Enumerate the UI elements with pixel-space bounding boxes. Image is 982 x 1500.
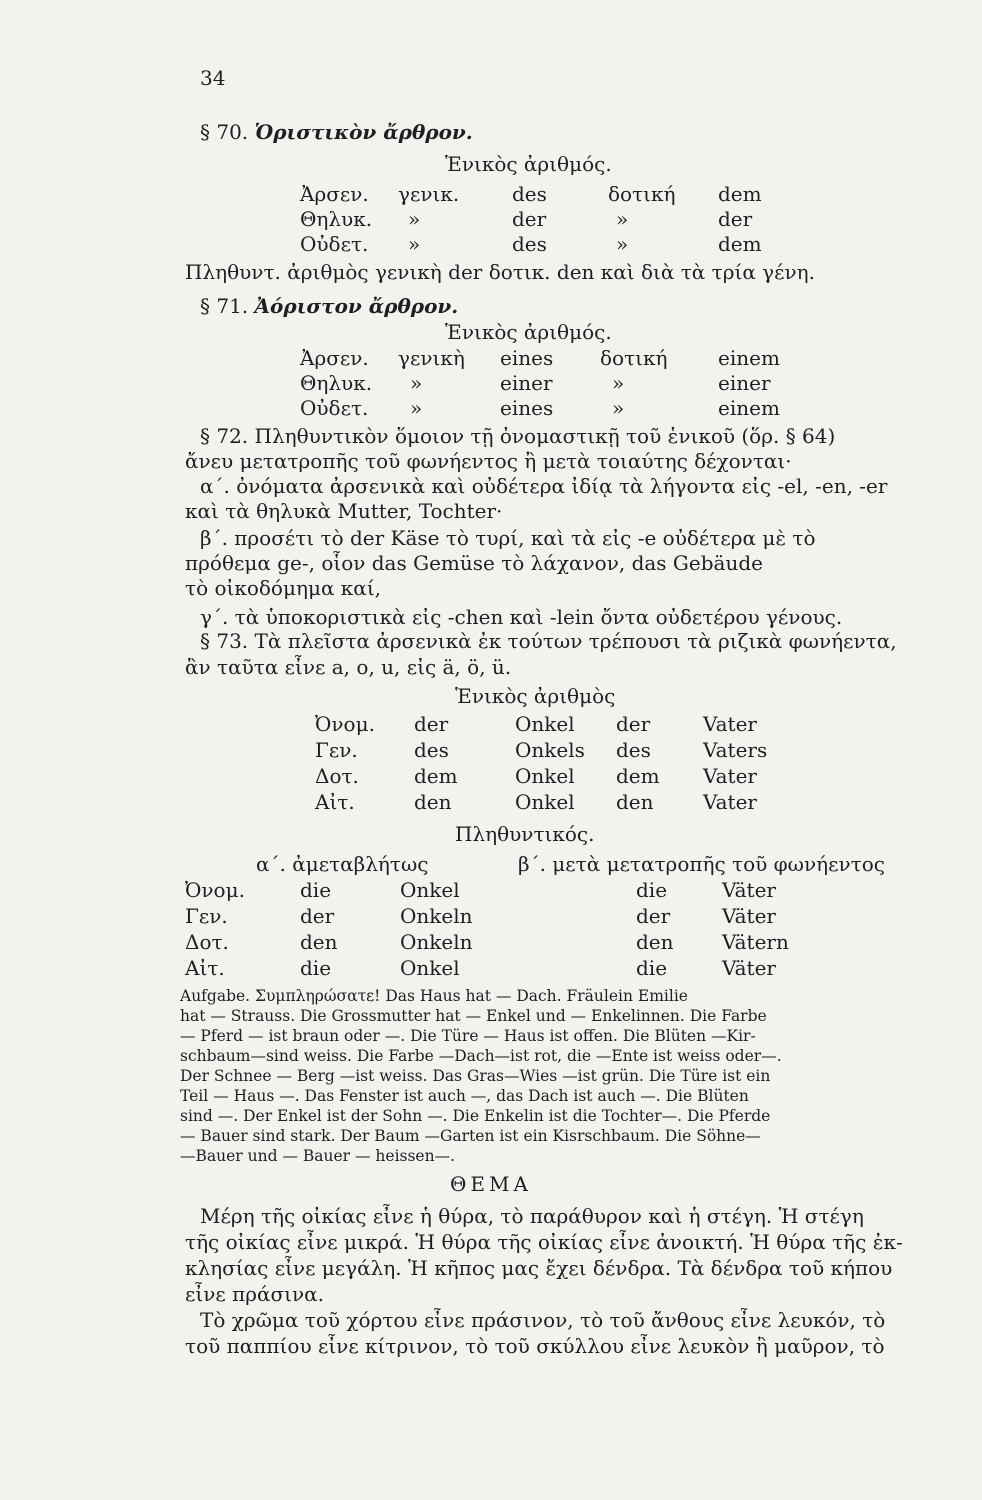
exercise-line: Der Schnee — Berg —ist weiss. Das Gras—Wies —ist grün. Die Türe ist ein	[180, 1067, 771, 1085]
article-form: der	[512, 207, 547, 231]
declension-row	[0, 712, 982, 736]
case-label: »	[616, 232, 629, 256]
article-form: einem	[718, 346, 780, 370]
gender-label: Θηλυκ.	[300, 371, 373, 395]
article-form: des	[512, 232, 547, 256]
thema-title: ΘΕΜΑ	[450, 1172, 532, 1196]
section-73-line: § 73. Τὰ πλεῖστα ἀρσενικὰ ἐκ τούτων τρέπουσι τὰ ριζικὰ φωνήεντα,	[200, 629, 897, 653]
thema-line: Μέρη τῆς οἰκίας εἶνε ἡ θύρα, τὸ παράθυρον καὶ ἡ στέγη. Ἡ στέγη	[200, 1204, 864, 1228]
exercise-line: hat — Strauss. Die Grossmutter hat — Enkel und — Enkelinnen. Die Farbe	[180, 1007, 767, 1025]
noun-form: Vater	[703, 764, 757, 788]
noun-form: Onkel	[400, 956, 460, 980]
exercise-line: Aufgabe. Συμπληρώσατε! Das Haus hat — Dach. Fräulein Emilie	[180, 987, 688, 1005]
thema-line: Τὸ χρῶμα τοῦ χόρτου εἶνε πράσινον, τὸ τοῦ ἄνθους εἶνε λευκόν, τὸ	[200, 1308, 886, 1332]
noun-form: Onkel	[515, 764, 575, 788]
section-72-line: β΄. προσέτι τὸ der Käse τὸ τυρί, καὶ τὰ εἰς -e οὐδέτερα μὲ τὸ	[200, 526, 816, 550]
gender-label: Οὐδετ.	[300, 232, 369, 256]
article-form: der	[616, 712, 651, 736]
section-71-subheading: Ἑνικὸς ἀριθμός.	[445, 320, 612, 344]
article-form: die	[636, 878, 668, 902]
case-label: γενικὴ	[398, 346, 465, 370]
case-label: Αἰτ.	[185, 956, 225, 980]
section-70-subheading: Ἑνικὸς ἀριθμός.	[445, 152, 612, 176]
article-form: dem	[718, 182, 762, 206]
article-form: eines	[500, 396, 554, 420]
article-form: den	[636, 930, 674, 954]
section-70-number: § 70.	[200, 120, 249, 144]
article-form: die	[300, 878, 332, 902]
section-72-line: καὶ τὰ θηλυκὰ Mutter, Tochter·	[185, 499, 503, 523]
section-73-line: ἂν ταῦτα εἶνε a, o, u, εἰς ä, ö, ü.	[185, 655, 512, 679]
article-form: eines	[500, 346, 554, 370]
case-label: »	[612, 371, 625, 395]
section-72-line: γ΄. τὰ ὑποκοριστικὰ εἰς -chen καὶ -lein ὄντα οὐδετέρου γένους.	[200, 605, 843, 629]
thema-line: τοῦ παππίου εἶνε κίτρινον, τὸ τοῦ σκύλλου εἶνε λευκὸν ἢ μαῦρον, τὸ	[185, 1334, 885, 1358]
case-label: »	[408, 232, 421, 256]
article-form: des	[512, 182, 547, 206]
article-form: die	[300, 956, 332, 980]
plural-title: Πληθυντικός.	[455, 822, 595, 846]
thema-line: τῆς οἰκίας εἶνε μικρά. Ἡ θύρα τῆς οἰκίας εἶνε ἀνοικτή. Ἡ θύρα τῆς ἐκ-	[185, 1230, 903, 1254]
noun-form: Onkel	[400, 878, 460, 902]
section-72-line: ἄνευ μετατροπῆς τοῦ φωνήεντος ἢ μετὰ τοιαύτης δέχονται·	[185, 449, 792, 473]
noun-form: Onkeln	[400, 904, 473, 928]
gender-label: Οὐδετ.	[300, 396, 369, 420]
noun-form: Vaters	[703, 738, 768, 762]
section-71-row	[0, 396, 982, 420]
article-form: der	[414, 712, 449, 736]
plural-head-b: β΄. μετὰ μετατροπῆς τοῦ φωνήεντος	[518, 852, 885, 876]
case-label: »	[612, 396, 625, 420]
noun-form: Vater	[703, 790, 757, 814]
noun-form: Onkels	[515, 738, 585, 762]
case-label: »	[410, 371, 423, 395]
article-form: einem	[718, 396, 780, 420]
case-label: Ὀνομ.	[315, 712, 375, 736]
article-form: der	[300, 904, 335, 928]
section-70-row	[0, 182, 982, 206]
exercise-line: sind —. Der Enkel ist der Sohn —. Die Enkelin ist die Tochter—. Die Pferde	[180, 1107, 771, 1125]
declension-row	[0, 930, 982, 954]
declension-row	[0, 878, 982, 902]
case-label: Γεν.	[185, 904, 228, 928]
section-71-row	[0, 371, 982, 395]
section-71-title: Ἀόριστον ἄρθρον.	[254, 294, 459, 318]
exercise-line: — Bauer sind stark. Der Baum —Garten ist ein Kisrschbaum. Die Söhne—	[180, 1127, 761, 1145]
thema-line: κλησίας εἶνε μεγάλη. Ἡ κῆπος μας ἔχει δένδρα. Τὰ δένδρα τοῦ κήπου	[185, 1256, 893, 1280]
noun-form: Väter	[722, 878, 776, 902]
article-form: den	[616, 790, 654, 814]
noun-form: Väter	[722, 904, 776, 928]
exercise-line: —Bauer und — Bauer — heissen—.	[180, 1147, 456, 1165]
case-label: δοτική	[608, 182, 676, 206]
article-form: die	[636, 956, 668, 980]
exercise-line: schbaum—sind weiss. Die Farbe —Dach—ist rot, die —Ente ist weiss oder—.	[180, 1047, 782, 1065]
section-70-title: Ὁριστικὸν ἄρθρον.	[254, 120, 473, 144]
declension-row	[0, 904, 982, 928]
case-label: Ὀνομ.	[185, 878, 245, 902]
case-label: Δοτ.	[315, 764, 359, 788]
article-form: des	[616, 738, 651, 762]
case-label: »	[410, 396, 423, 420]
exercise-line: — Pferd — ist braun oder —. Die Türe — Haus ist offen. Die Blüten —Kir-	[180, 1027, 756, 1045]
declension-row	[0, 764, 982, 788]
case-label: δοτική	[600, 346, 668, 370]
noun-form: Vätern	[722, 930, 789, 954]
thema-line: εἶνε πράσινα.	[185, 1282, 325, 1306]
section-72-line: πρόθεμα ge-, οἷον das Gemüse τὸ λάχανον, das Gebäude	[185, 551, 763, 575]
declension-row	[0, 790, 982, 814]
gender-label: Ἀρσεν.	[300, 182, 369, 206]
section-71-number: § 71.	[200, 294, 249, 318]
section-72-line: τὸ οἰκοδόμημα καί,	[185, 576, 382, 600]
article-form: der	[718, 207, 753, 231]
article-form: des	[414, 738, 449, 762]
section-72-line: α΄. ὀνόματα ἀρσενικὰ καὶ οὐδέτερα ἰδίᾳ τὰ λήγοντα εἰς -el, -en, -er	[200, 474, 888, 498]
noun-form: Onkeln	[400, 930, 473, 954]
section-71-row	[0, 346, 982, 370]
section-70-plural-line: Πληθυντ. ἀριθμὸς γενικὴ der δοτικ. den καὶ διὰ τὰ τρία γένη.	[185, 260, 815, 284]
case-label: Γεν.	[315, 738, 358, 762]
article-form: dem	[616, 764, 660, 788]
article-form: einer	[718, 371, 771, 395]
gender-label: Ἀρσεν.	[300, 346, 369, 370]
section-71-heading	[200, 294, 458, 318]
section-70-heading	[200, 120, 473, 144]
declension-row	[0, 738, 982, 762]
case-label: Δοτ.	[185, 930, 229, 954]
declension-row	[0, 956, 982, 980]
case-label: »	[616, 207, 629, 231]
article-form: dem	[414, 764, 458, 788]
noun-form: Onkel	[515, 790, 575, 814]
article-form: den	[414, 790, 452, 814]
article-form: der	[636, 904, 671, 928]
noun-form: Väter	[722, 956, 776, 980]
section-72-line: § 72. Πληθυντικὸν ὅμοιον τῇ ὀνομαστικῇ τοῦ ἑνικοῦ (ὅρ. § 64)	[200, 424, 836, 448]
article-form: einer	[500, 371, 553, 395]
plural-head-a: α΄. ἀμεταβλήτως	[256, 852, 429, 876]
exercise-line: Teil — Haus —. Das Fenster ist auch —, das Dach ist auch —. Die Blüten	[180, 1087, 749, 1105]
case-label: γενικ.	[398, 182, 460, 206]
article-form: den	[300, 930, 338, 954]
gender-label: Θηλυκ.	[300, 207, 373, 231]
singular-title: Ἑνικὸς ἀριθμὸς	[455, 684, 616, 708]
case-label: Αἰτ.	[315, 790, 355, 814]
noun-form: Vater	[703, 712, 757, 736]
case-label: »	[408, 207, 421, 231]
section-70-row	[0, 207, 982, 231]
page-number: 34	[200, 66, 226, 90]
section-70-row	[0, 232, 982, 256]
noun-form: Onkel	[515, 712, 575, 736]
article-form: dem	[718, 232, 762, 256]
